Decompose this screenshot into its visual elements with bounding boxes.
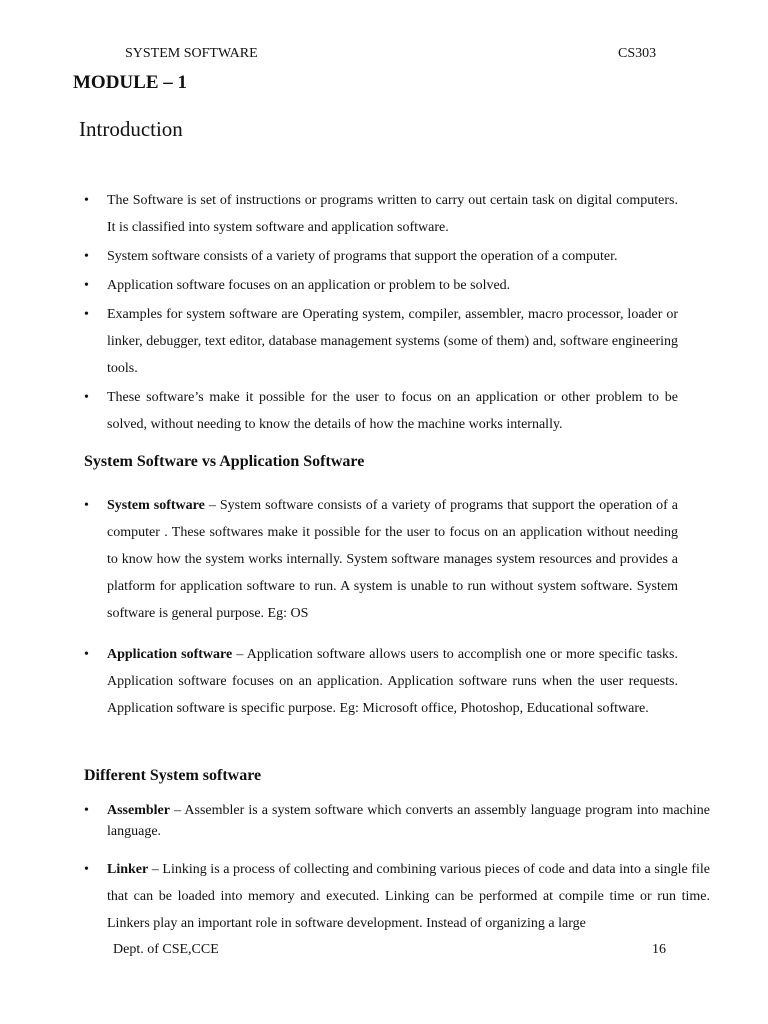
page-number: 16 bbox=[652, 942, 666, 957]
term-description: – Assembler is a system software which converts an assembly language program into machine language. bbox=[107, 803, 710, 839]
module-title: MODULE – 1 bbox=[73, 72, 187, 93]
term-label: System software bbox=[107, 498, 205, 513]
term-description: – System software consists of a variety of programs that support the operation of a computer . These softwares make it possible for the user to focus on an application without needing to know how the system works internally. System software manages system resources and provides a platform for application software to run. A system is unable to run without system software. System software is general purpose. Eg: OS bbox=[107, 498, 678, 621]
list-item: • The Software is set of instructions or programs written to carry out certain task on digital computers. It is classified into system software and application software. bbox=[84, 187, 678, 241]
list-item bbox=[84, 641, 678, 722]
comparison-list bbox=[84, 492, 678, 722]
header-course-name: SYSTEM SOFTWARE bbox=[125, 46, 258, 61]
term-label: Application software bbox=[107, 647, 233, 662]
system-software-list bbox=[84, 800, 710, 937]
term-description: – Linking is a process of collecting and combining various pieces of code and data into a single file that can be loaded into memory and executed. Linking can be performed at compile time or run time. Linkers play an important role in software development. Instead of organizing a large bbox=[107, 862, 710, 931]
intro-list bbox=[84, 187, 678, 438]
header-course-code: CS303 bbox=[618, 46, 657, 61]
list-item bbox=[84, 800, 710, 842]
list-item: • These software’s make it possible for the user to focus on an application or other problem to be solved, without needing to know the details of how the machine works internally. bbox=[84, 384, 678, 438]
intro-heading: Introduction bbox=[79, 117, 183, 141]
footer-department: Dept. of CSE,CCE bbox=[113, 942, 219, 957]
term-label: Assembler bbox=[107, 803, 170, 818]
section-heading-system-software: Different System software bbox=[84, 767, 262, 784]
list-item: • System software consists of a variety of programs that support the operation of a computer. bbox=[84, 243, 678, 270]
list-item bbox=[84, 856, 710, 937]
term-description: – Application software allows users to accomplish one or more specific tasks. Application software focuses on an application. Application software runs when the user requests. Application software is specific purpose. Eg: Microsoft office, Photoshop, Educational software. bbox=[107, 647, 679, 716]
list-item: • Application software focuses on an application or problem to be solved. bbox=[84, 272, 678, 299]
term-label: Linker bbox=[107, 862, 149, 877]
list-item: • Examples for system software are Operating system, compiler, assembler, macro processor, loader or linker, debugger, text editor, database management systems (some of them) and, software engineering tools. bbox=[84, 301, 678, 382]
section-heading-comparison: System Software vs Application Software bbox=[84, 453, 365, 470]
list-item bbox=[84, 492, 678, 627]
